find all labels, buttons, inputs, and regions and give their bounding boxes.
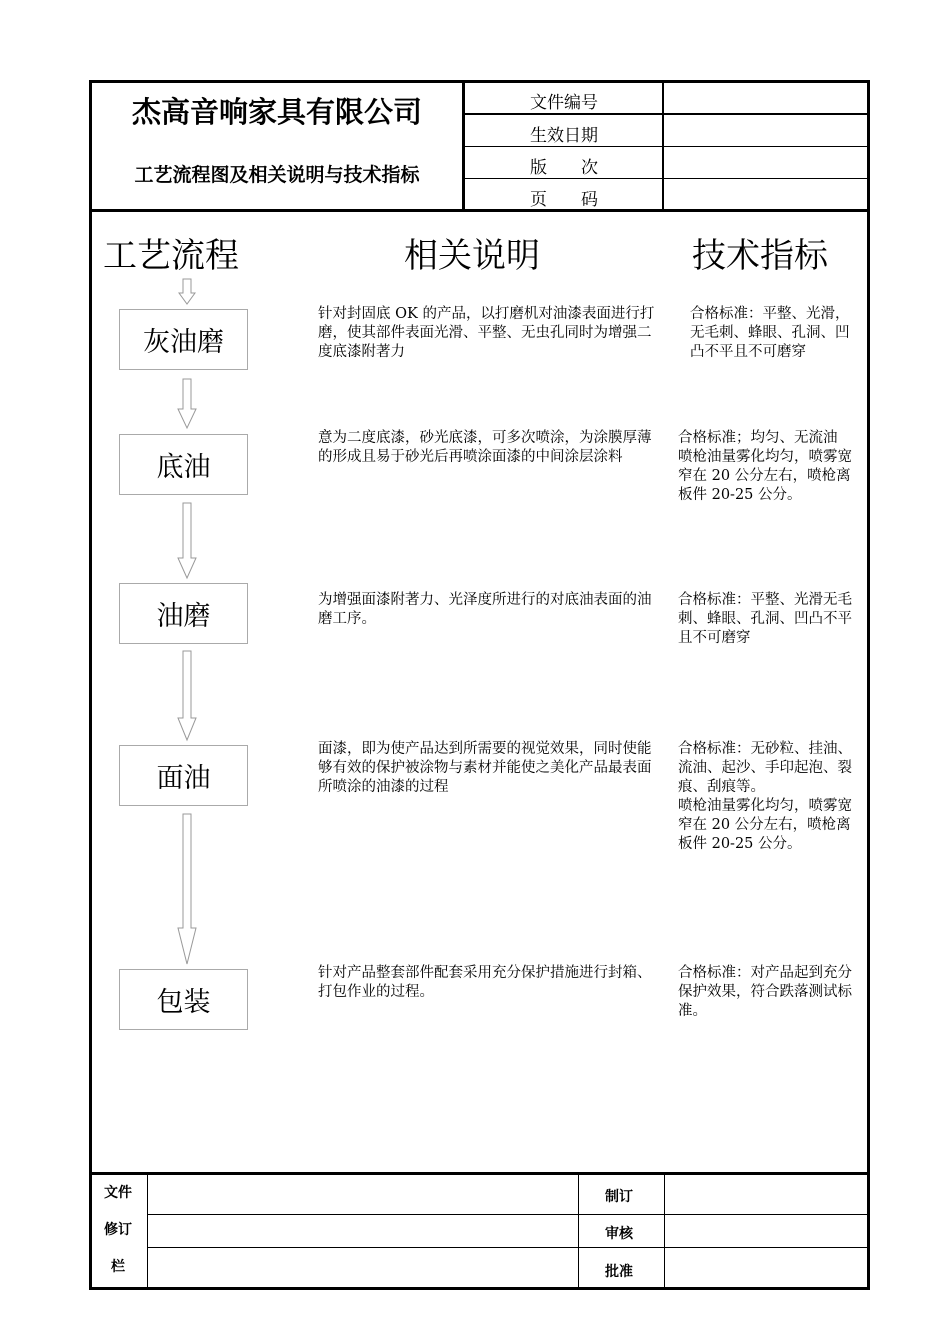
step-3-description: 为增强面漆附著力、光泽度所进行的对底油表面的油磨工序。: [318, 592, 652, 627]
footer-row-rule-1: [148, 1214, 868, 1215]
revision-label-line-2: 修订: [104, 1222, 132, 1238]
step-2-spec: 合格标准；均匀、无流油 喷枪油量雾化均匀，喷雾宽窄在 20 公分左右，喷枪离板件 20-25 公分。: [678, 430, 852, 503]
step-1-description: 针对封固底 OK 的产品，以打磨机对油漆表面进行打磨，使其部件表面光滑、平整、无虫孔同时为增强二度底漆附著力: [318, 306, 655, 360]
revision-label-line-3: 栏: [111, 1259, 125, 1275]
footer-sign-divider-right: [664, 1174, 665, 1288]
meta-row-rule-3: [464, 178, 869, 179]
revision-label-line-1: 文件: [104, 1185, 132, 1201]
footer-row-rule-2: [148, 1247, 868, 1248]
process-step-4: 面油: [119, 745, 248, 806]
meta-row-rule-2: [464, 146, 869, 147]
column-head-process: 工艺流程: [103, 236, 239, 276]
meta-value-divider: [662, 83, 664, 211]
sign-label-prepared: 制订: [605, 1189, 633, 1205]
document-subtitle: 工艺流程图及相关说明与技术指标: [134, 164, 420, 186]
meta-label-page: 页 码: [530, 190, 598, 210]
company-name: 杰高音响家具有限公司: [131, 95, 422, 129]
meta-label-effective-date: 生效日期: [530, 126, 598, 146]
process-step-3: 油磨: [119, 583, 248, 644]
step-5-spec: 合格标准：对产品起到充分保护效果，符合跌落测试标准。: [678, 965, 852, 1019]
meta-label-file-number: 文件编号: [530, 93, 598, 113]
meta-row-rule-1: [464, 113, 869, 115]
process-step-2: 底油: [119, 434, 248, 495]
column-head-spec: 技术指标: [692, 236, 828, 276]
step-5-description: 针对产品整套部件配套采用充分保护措施进行封箱、打包作业的过程。: [318, 965, 652, 1000]
process-step-1: 灰油磨: [119, 309, 248, 370]
step-2-description: 意为二度底漆，砂光底漆，可多次喷涂，为涂膜厚薄的形成且易于砂光后再喷涂面漆的中间涂层涂料: [318, 430, 652, 465]
sign-label-approved: 批准: [605, 1264, 633, 1280]
footer-top-rule: [89, 1172, 870, 1175]
footer-label-divider: [147, 1174, 148, 1288]
footer-sign-divider-left: [578, 1174, 579, 1288]
meta-label-version: 版 次: [530, 158, 598, 178]
step-3-spec: 合格标准：平整、光滑无毛刺、蜂眼、孔洞、凹凸不平且不可磨穿: [678, 592, 852, 646]
column-head-description: 相关说明: [404, 236, 540, 276]
process-step-5: 包装: [119, 969, 248, 1030]
sign-label-reviewed: 审核: [605, 1226, 633, 1242]
step-4-description: 面漆，即为使产品达到所需要的视觉效果，同时使能够有效的保护被涂物与素材并能使之美化产品最表面所喷涂的油漆的过程: [318, 741, 652, 795]
step-1-spec: 合格标准：平整、光滑，无毛刺、蜂眼、孔洞、凹凸不平且不可磨穿: [690, 306, 850, 360]
step-4-spec: 合格标准：无砂粒、挂油、流油、起沙、手印起泡、裂痕、刮痕等。 喷枪油量雾化均匀，喷雾宽窄在 20 公分左右，喷枪离板件 20-25 公分。: [678, 741, 852, 852]
